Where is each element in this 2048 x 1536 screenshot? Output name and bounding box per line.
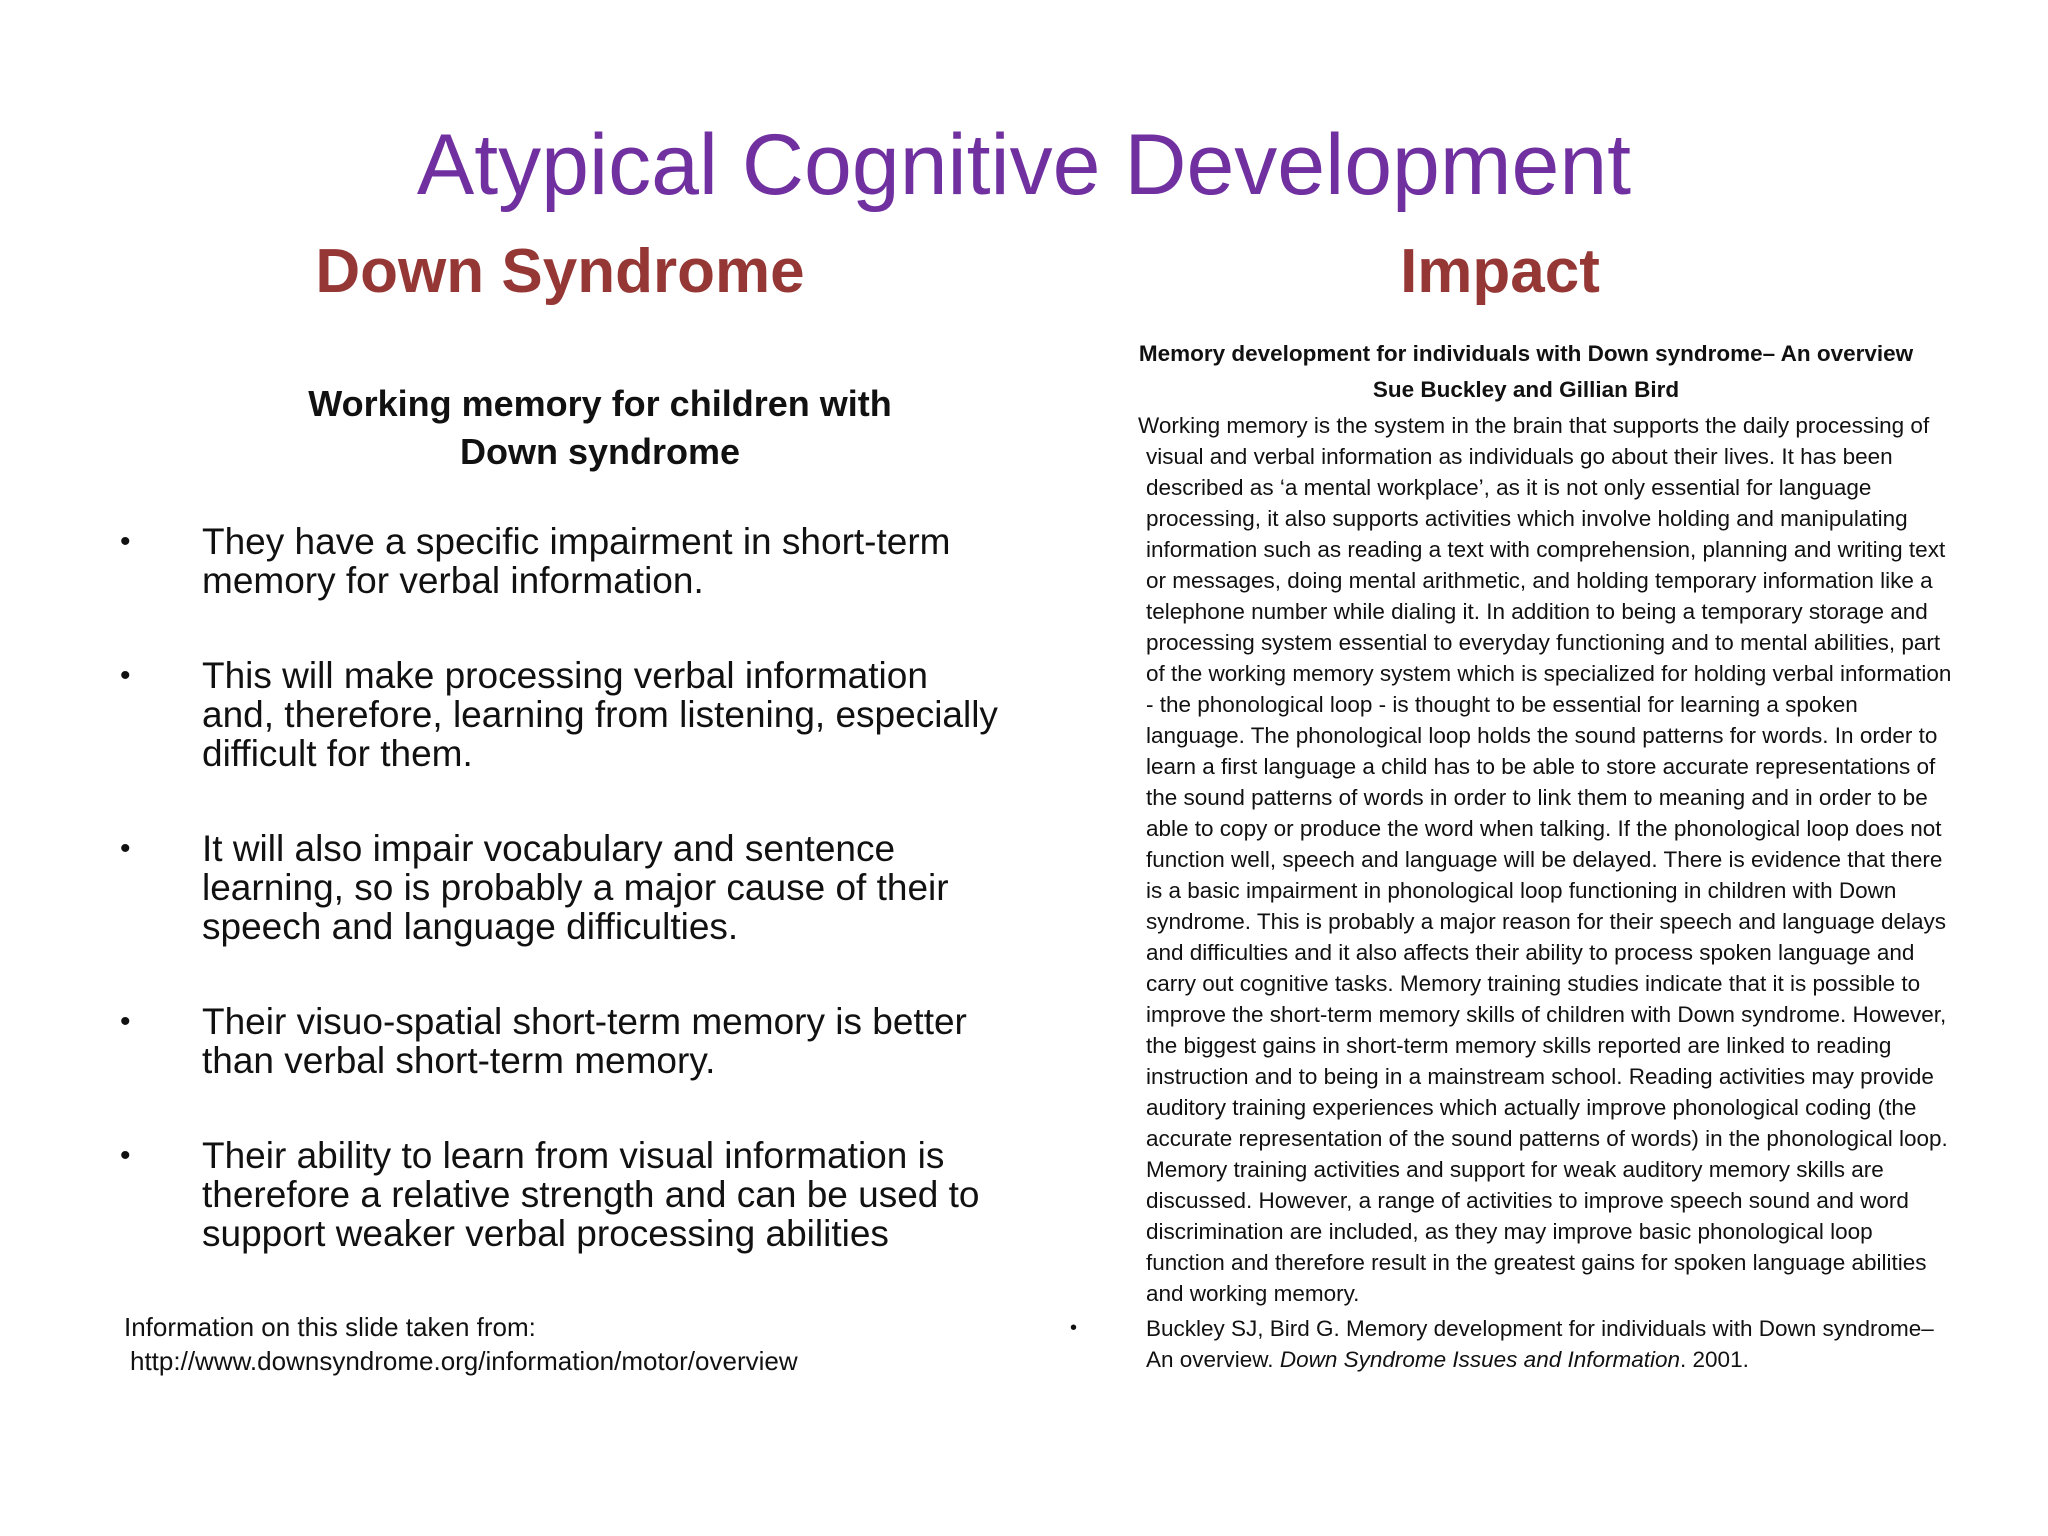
source-label: Information on this slide taken from:: [124, 1312, 536, 1342]
article-authors: Sue Buckley and Gillian Bird: [1372, 377, 1680, 402]
bullet-text: This will make processing verbal information and, therefore, learning from listening, especially difficult for them.: [202, 655, 998, 774]
article-abstract: Working memory is the system in the brain that supports the daily processing of visual and verbal information as individuals go about their lives. It has been described as ‘a mental workplace’, as it is not only essential for language processing, it also supports activities which involve holding and manipulating information such as reading a text with comprehension, planning and writing text or messages, doing mental arithmetic, and holding temporary information like a telephone number while dialing it. In addition to being a temporary storage and processing system essential to everyday functioning and to mental abilities, part of the working memory system which is specialized for holding verbal information - the phonological loop - is thought to be essential for learning a spoken language. The phonological loop holds the sound patterns for words. In order to learn a first language a child has to be able to store accurate representations of the sound patterns of words in order to link them to meaning and in order to be able to copy or produce the word when talking. If the phonological loop does not function well, speech and language will be delayed. There is evidence that there is a basic impairment in phonological loop functioning in children with Down syndrome. This is probably a major reason for their speech and language delays and difficulties and it also affects their ability to process spoken language and carry out cognitive tasks. Memory training studies indicate that it is possible to improve the short-term memory skills of children with Down syndrome. However, the biggest gains in short-term memory skills reported are linked to reading instruction and to being in a mainstream school. Reading activities may provide auditory training experiences which actually improve phonological coding (the accurate representation of the sound patterns of words) in the phonological loop. Memory training activities and support for weak auditory memory skills are discussed. However, a range of activities to improve speech sound and word discrimination are included, as they may improve basic phonological loop function and therefore result in the greatest gains for spoken language abilities and working memory.: [1138, 413, 1952, 1306]
bullet-dot-icon: •: [120, 525, 131, 558]
right-column-heading: Impact: [1400, 237, 1600, 306]
left-bullet-list: [120, 522, 1000, 1309]
citation-authors: Buckley SJ, Bird G. Memory development for individuals with Down syndrome– An overview.: [1146, 1316, 1934, 1372]
left-subtitle: [300, 380, 900, 476]
bullet-text: They have a specific impairment in short-term memory for verbal information.: [202, 521, 951, 601]
left-subtitle-line1: Working memory for children with: [308, 383, 892, 424]
bullet-text: Their visuo-spatial short-term memory is better than verbal short-term memory.: [202, 1001, 967, 1081]
article-title: Memory development for individuals with Down syndrome– An overview: [1138, 341, 1914, 366]
bullet-item: [120, 1002, 1000, 1080]
bullet-text: Their ability to learn from visual information is therefore a relative strength and can be used to support weaker verbal processing abilities: [202, 1135, 980, 1254]
bullet-dot-icon: •: [120, 659, 131, 692]
citation-year: . 2001.: [1680, 1347, 1749, 1372]
bullet-dot-icon: •: [120, 1005, 131, 1038]
source-note: [124, 1310, 798, 1378]
bullet-dot-icon: •: [120, 832, 131, 865]
left-subtitle-line2: Down syndrome: [459, 431, 741, 472]
citation-bullet-icon: •: [1070, 1317, 1078, 1339]
left-column-heading: Down Syndrome: [315, 237, 805, 306]
slide-title: Atypical Cognitive Development: [416, 117, 1632, 213]
bullet-item: [120, 522, 1000, 600]
citation: [1070, 1313, 1956, 1375]
bullet-text: It will also impair vocabulary and sentence learning, so is probably a major cause of their speech and language difficulties.: [202, 828, 949, 947]
bullet-item: [120, 656, 1000, 773]
bullet-item: [120, 1136, 1000, 1253]
bullet-dot-icon: •: [120, 1139, 131, 1172]
bullet-item: [120, 829, 1000, 946]
article-summary: [1070, 336, 1956, 1375]
citation-journal: Down Syndrome Issues and Information: [1279, 1347, 1681, 1372]
source-url: http://www.downsyndrome.org/information/motor/overview: [130, 1346, 798, 1376]
